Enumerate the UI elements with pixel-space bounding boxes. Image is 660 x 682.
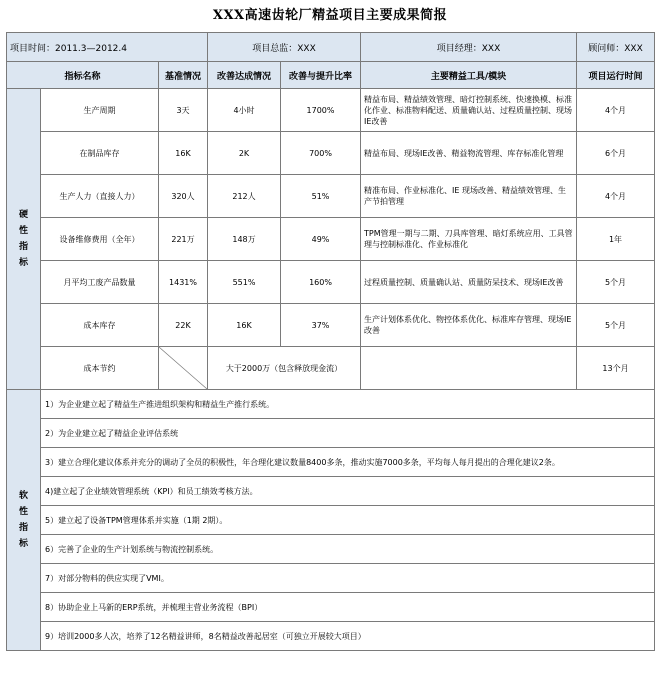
- project-duration: 5个月: [577, 261, 655, 304]
- baseline-value: 221万: [159, 218, 208, 261]
- consultant: 顾问师：XXX: [577, 33, 655, 62]
- project-duration: 4个月: [577, 89, 655, 132]
- group-label-char: 指: [18, 523, 28, 533]
- list-item: [7, 593, 655, 622]
- indicator-name: 设备维修费用（全年）: [41, 218, 159, 261]
- project-duration: 13个月: [577, 347, 655, 390]
- indicator-name: 在制品库存: [41, 132, 159, 175]
- indicator-name: 生产周期: [41, 89, 159, 132]
- table-row: [7, 304, 655, 347]
- diagonal-line: [159, 347, 207, 389]
- soft-indicator-item: 3）建立合理化建议体系并充分的调动了全员的积极性，年合理化建议数量8400多条，推动实施7000多条，平均每人每月提出的合理化建议2条。: [41, 448, 655, 477]
- soft-indicator-item: 5）建立起了设备TPM管理体系并实施（1期 2期）。: [41, 506, 655, 535]
- tools-list: 过程质量控制、质量确认站、质量防呆技术、现场IE改善: [361, 261, 577, 304]
- tools-list: 精益布局、现场IE改善、精益物流管理、库存标准化管理: [361, 132, 577, 175]
- project-period: 项目时间：2011.3—2012.4: [7, 33, 208, 62]
- achieved-value: 148万: [208, 218, 281, 261]
- col-duration: 项目运行时间: [577, 62, 655, 89]
- list-item: [7, 448, 655, 477]
- baseline-value: 16K: [159, 132, 208, 175]
- soft-indicator-item: 9）培训2000多人次，培养了12名精益讲师，8名精益改善起居室（可独立开展较大项目）: [41, 622, 655, 651]
- group-label-char: 性: [18, 507, 28, 517]
- column-header-row: [7, 62, 655, 89]
- results-table: [6, 32, 655, 651]
- project-duration: 1年: [577, 218, 655, 261]
- baseline-value: 320人: [159, 175, 208, 218]
- list-item: [7, 622, 655, 651]
- cost-saving-row: [7, 347, 655, 390]
- achieved-value: 16K: [208, 304, 281, 347]
- list-item: [7, 535, 655, 564]
- improvement-rate: 51%: [281, 175, 361, 218]
- list-item: [7, 390, 655, 419]
- soft-indicators-label: [7, 390, 41, 651]
- soft-indicator-item: 1）为企业建立起了精益生产推进组织架构和精益生产推行系统。: [41, 390, 655, 419]
- improvement-rate: 49%: [281, 218, 361, 261]
- table-row: [7, 218, 655, 261]
- col-indicator: 指标名称: [7, 62, 159, 89]
- table-row: [7, 132, 655, 175]
- project-manager: 项目经理：XXX: [361, 33, 577, 62]
- report-title: XXX高速齿轮厂精益项目主要成果简报: [212, 8, 448, 23]
- group-label-char: 软: [18, 491, 28, 501]
- tools-list: TPM管理一期与二期、刀具库管理、暗灯系统应用、工具管理与控制标准化、作业标准化: [361, 218, 577, 261]
- list-item: [7, 477, 655, 506]
- table-row: [7, 175, 655, 218]
- achieved-value: 4小时: [208, 89, 281, 132]
- list-item: [7, 564, 655, 593]
- improvement-rate: 37%: [281, 304, 361, 347]
- baseline-value: 3天: [159, 89, 208, 132]
- indicator-name: 成本节约: [41, 347, 159, 390]
- col-tools: 主要精益工具/模块: [361, 62, 577, 89]
- tools-list: 精准布局、作业标准化、IE 现场改善、精益绩效管理、生产节拍管理: [361, 175, 577, 218]
- soft-indicator-item: 7）对部分物料的供应实现了VMI。: [41, 564, 655, 593]
- indicator-name: 生产人力（直接人力）: [41, 175, 159, 218]
- soft-indicator-item: 8）协助企业上马新的ERP系统，并梳理主营业务流程（BPI）: [41, 593, 655, 622]
- baseline-value: 22K: [159, 304, 208, 347]
- improvement-rate: 1700%: [281, 89, 361, 132]
- achieved-value: 551%: [208, 261, 281, 304]
- tools-list: 生产计划体系优化、物控体系优化、标准库存管理、现场IE改善: [361, 304, 577, 347]
- group-label-char: 指: [18, 242, 28, 252]
- list-item: [7, 506, 655, 535]
- group-label-char: 标: [18, 539, 28, 549]
- baseline-value: 1431%: [159, 261, 208, 304]
- tools-list: 精益布局、精益绩效管理、暗灯控制系统、快速换模、标准化作业、标准物料配送、质量确认站、过程质量控制、现场IE改善: [361, 89, 577, 132]
- project-info-row: [7, 33, 655, 62]
- improvement-rate: 160%: [281, 261, 361, 304]
- achieved-value: 212人: [208, 175, 281, 218]
- hard-indicators-label: [7, 89, 41, 390]
- list-item: [7, 419, 655, 448]
- tools-list: [361, 347, 577, 390]
- empty-diagonal-cell: [159, 347, 208, 390]
- table-row: [7, 261, 655, 304]
- soft-indicator-item: 2）为企业建立起了精益企业评估系统: [41, 419, 655, 448]
- col-improvement: 改善与提升比率: [281, 62, 361, 89]
- table-row: [7, 89, 655, 132]
- indicator-name: 月平均工废产品数量: [41, 261, 159, 304]
- soft-indicator-item: 4)建立起了企业绩效管理系统（KPI）和员工绩效考核方法。: [41, 477, 655, 506]
- group-label-char: 标: [18, 258, 28, 268]
- achieved-value: 2K: [208, 132, 281, 175]
- project-duration: 6个月: [577, 132, 655, 175]
- col-baseline: 基准情况: [159, 62, 208, 89]
- improvement-rate: 700%: [281, 132, 361, 175]
- project-duration: 4个月: [577, 175, 655, 218]
- project-director: 项目总监：XXX: [208, 33, 361, 62]
- soft-indicator-item: 6）完善了企业的生产计划系统与物流控制系统。: [41, 535, 655, 564]
- indicator-name: 成本库存: [41, 304, 159, 347]
- group-label-char: 性: [18, 226, 28, 236]
- col-achieved: 改善达成情况: [208, 62, 281, 89]
- project-duration: 5个月: [577, 304, 655, 347]
- group-label-char: 硬: [18, 210, 28, 220]
- saving-value: 大于2000万（包含释放现金流）: [208, 347, 361, 390]
